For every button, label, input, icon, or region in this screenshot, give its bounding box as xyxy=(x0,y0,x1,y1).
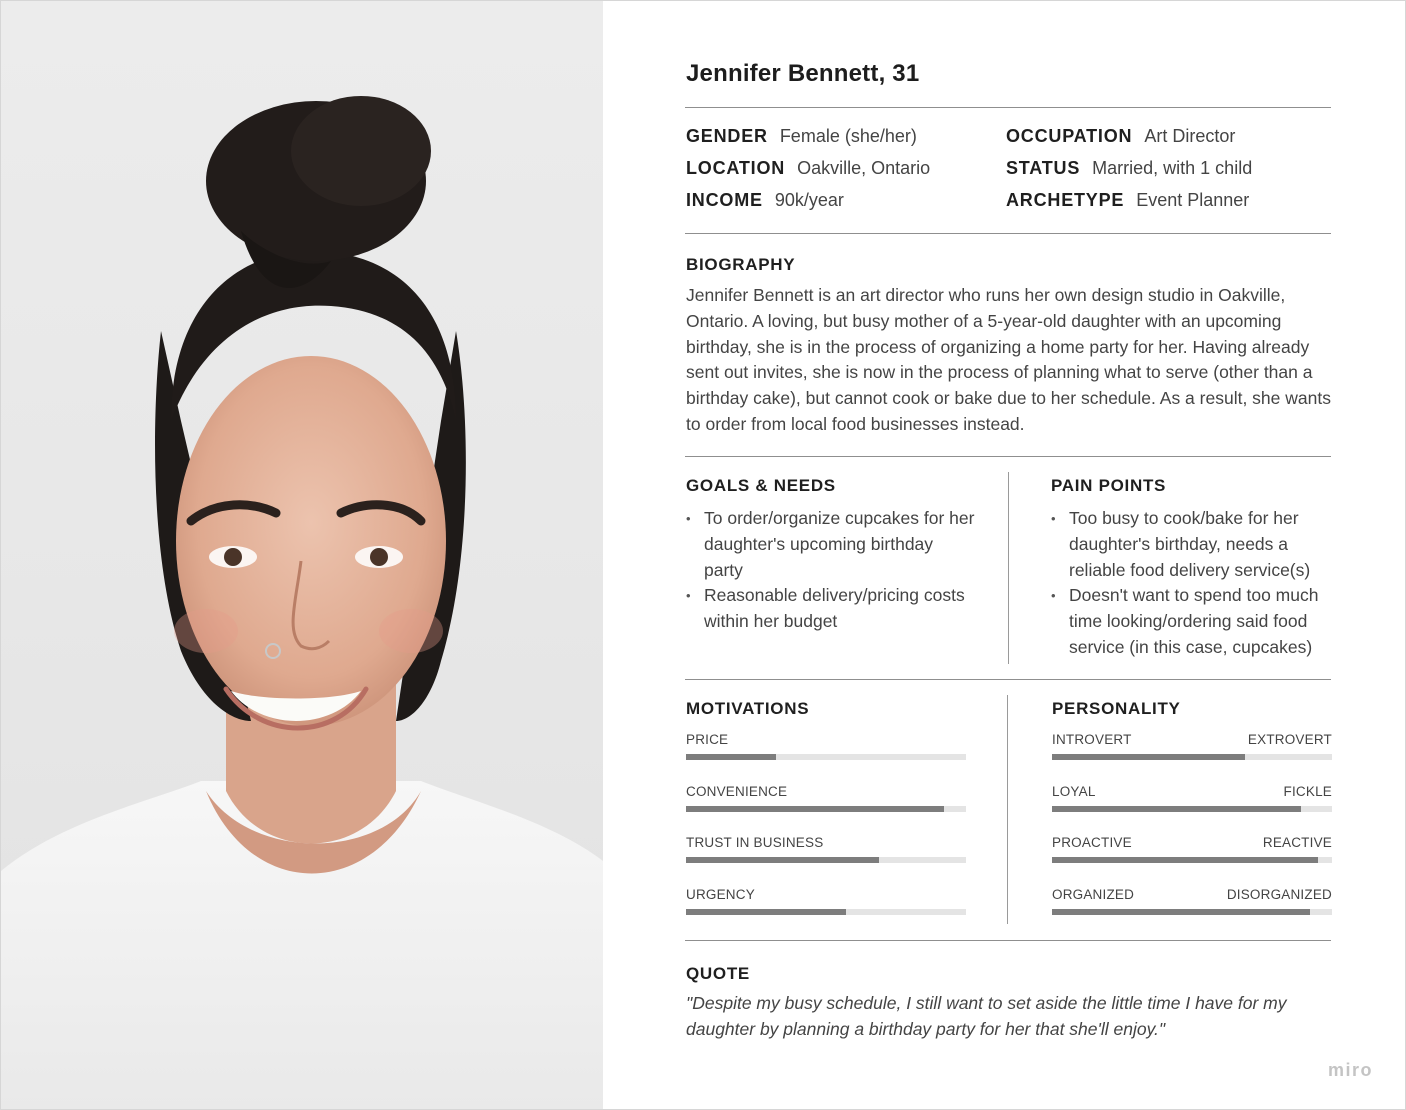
bar-label-left: INTROVERT xyxy=(1052,732,1132,747)
divider xyxy=(685,456,1331,457)
bar-label: CONVENIENCE xyxy=(686,784,788,799)
bar-track xyxy=(1052,754,1332,760)
bar-fill xyxy=(1052,857,1318,863)
bar-label-right: REACTIVE xyxy=(1262,835,1332,850)
bar-fill xyxy=(1052,909,1310,915)
bar-fill xyxy=(686,806,944,812)
fact-archetype xyxy=(1006,190,1249,211)
persona-photo xyxy=(1,1,603,1109)
fact-value: Art Director xyxy=(1144,126,1236,146)
fact-value: Oakville, Ontario xyxy=(797,158,931,178)
fact-value: Event Planner xyxy=(1136,190,1250,210)
miro-logo: miro xyxy=(1328,1060,1374,1080)
fact-label: OCCUPATION xyxy=(1006,126,1133,146)
goals-heading: GOALS & NEEDS xyxy=(686,476,836,495)
fact-label: STATUS xyxy=(1006,158,1081,178)
divider xyxy=(685,940,1331,941)
quote-text: "Despite my busy schedule, I still want to set aside the little time I have for my daughter by planning a birthday party for her that she'll enjoy." xyxy=(686,993,1287,1039)
bar-track xyxy=(1052,806,1332,812)
bar-fill xyxy=(686,857,879,863)
bar-label: TRUST IN BUSINESS xyxy=(686,835,824,850)
motivation-convenience xyxy=(686,784,966,802)
motivation-trust xyxy=(686,835,966,853)
fact-value: 90k/year xyxy=(774,190,844,210)
motivation-price xyxy=(686,732,966,750)
personality-introvert-extrovert xyxy=(1052,732,1332,750)
bar-label-left: LOYAL xyxy=(1052,784,1096,799)
column-divider xyxy=(1007,695,1008,924)
fact-label: ARCHETYPE xyxy=(1006,190,1125,210)
bar-label-right: DISORGANIZED xyxy=(1226,887,1332,902)
personality-organized-disorganized xyxy=(1052,887,1332,905)
divider xyxy=(685,233,1331,234)
pain-points-heading: PAIN POINTS xyxy=(1051,476,1167,495)
goals-list xyxy=(686,506,976,635)
list-item: • Reasonable delivery/pricing costs within her budget xyxy=(686,583,976,635)
bar-track xyxy=(1052,857,1332,863)
list-item: • To order/organize cupcakes for her daughter's upcoming birthday party xyxy=(686,506,976,583)
bar-track xyxy=(686,754,966,760)
fact-income xyxy=(686,190,844,211)
bar-track xyxy=(686,909,966,915)
divider xyxy=(685,679,1331,680)
quote-heading: QUOTE xyxy=(686,964,750,983)
bar-label-right: FICKLE xyxy=(1283,784,1332,799)
bar-label-right: EXTROVERT xyxy=(1247,732,1332,747)
portrait-illustration xyxy=(1,1,603,1109)
bar-fill xyxy=(686,754,776,760)
biography-heading: BIOGRAPHY xyxy=(686,255,796,274)
fact-value: Married, with 1 child xyxy=(1092,158,1253,178)
bar-track xyxy=(686,806,966,812)
bar-label-left: ORGANIZED xyxy=(1052,887,1135,902)
fact-label: LOCATION xyxy=(686,158,786,178)
fact-occupation xyxy=(1006,126,1235,147)
bar-fill xyxy=(686,909,846,915)
pain-points-list xyxy=(1051,506,1341,661)
biography-text: Jennifer Bennett is an art director who runs her own design studio in Oakville, Ontario. A loving, but busy mother of a 5-year-old daughter with an upcoming birthday, she is in the process of organizing a home party for her. Having already sent out invites, she is now in the process of planning what to serve (other than a birthday cake), but cannot cook or bake due to her schedule. As a result, she wants to order from local food businesses instead. xyxy=(686,285,1331,434)
fact-status xyxy=(1006,158,1252,179)
fact-location xyxy=(686,158,930,179)
persona-name: Jennifer Bennett, 31 xyxy=(686,60,920,87)
personality-proactive-reactive xyxy=(1052,835,1332,853)
fact-label: INCOME xyxy=(686,190,763,210)
list-item: • Doesn't want to spend too much time looking/ordering said food service (in this case, cupcakes) xyxy=(1051,583,1341,660)
bar-label-left: PROACTIVE xyxy=(1052,835,1132,850)
bar-track xyxy=(686,857,966,863)
bar-fill xyxy=(1052,806,1301,812)
motivations-heading: MOTIVATIONS xyxy=(686,699,810,718)
bar-fill xyxy=(1052,754,1245,760)
bar-track xyxy=(1052,909,1332,915)
divider xyxy=(685,107,1331,108)
fact-label: GENDER xyxy=(686,126,768,146)
personality-loyal-fickle xyxy=(1052,784,1332,802)
personality-heading: PERSONALITY xyxy=(1052,699,1181,718)
bar-label: URGENCY xyxy=(686,887,755,902)
bar-label: PRICE xyxy=(686,732,729,747)
motivation-urgency xyxy=(686,887,966,905)
fact-gender xyxy=(686,126,917,147)
list-item: • Too busy to cook/bake for her daughter's birthday, needs a reliable food delivery service(s) xyxy=(1051,506,1341,583)
fact-value: Female (she/her) xyxy=(779,126,917,146)
column-divider xyxy=(1008,472,1009,664)
